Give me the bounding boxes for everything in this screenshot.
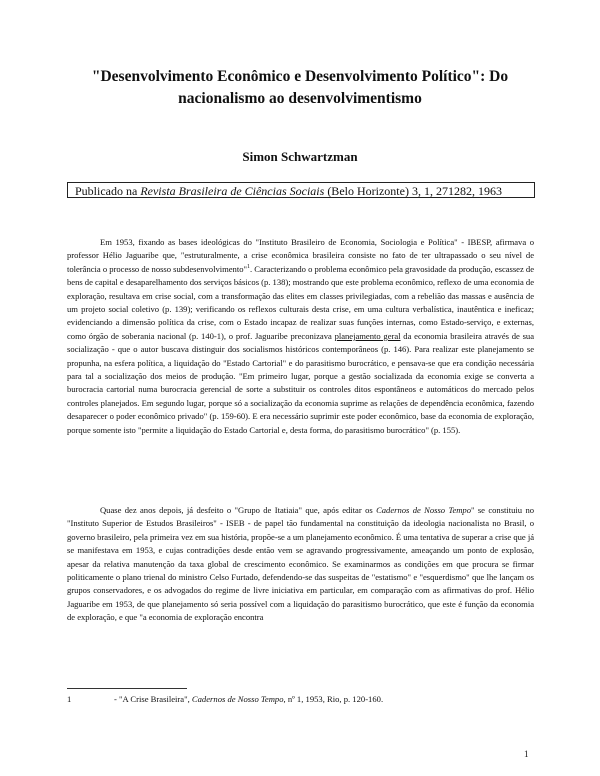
paragraph-1-text-a: Em 1953, fixando as bases ideológicas do "Instituto Brasileiro de Economia, Sociologia e Política" - IBESP, afirmava o professor Hélio Jaguaribe que, "estruturalmente, a crise econômica brasileira consiste no fato de ter ultrapassado o seu nível de tolerância o processo de nosso subdesenvolvimento" [67, 237, 534, 274]
footnote-text-b: , nº 1, 1953, Rio, p. 120-160. [283, 694, 384, 704]
body-paragraph-2 [67, 504, 534, 625]
page-number: 1 [524, 749, 529, 759]
footnote-divider [67, 688, 187, 689]
footnote-number: 1 [67, 694, 72, 704]
footnote-text-a: - "A Crise Brasileira", [114, 694, 192, 704]
paper-title: "Desenvolvimento Econômico e Desenvolvimento Político": Do nacionalismo ao desenvolvimentismo [91, 68, 509, 107]
publication-prefix: Publicado na [75, 184, 141, 198]
paragraph-1-text-c: da economia brasileira através de sua socialização - que o autor buscava distinguir dos socialismos históricos contemporâneos (p. 146). Para realizar este planejamento se propunha, na esfera política, a liquidação do "Estado Cartorial" e do parasitismo burocrático, e pensava-se que era condição necessária para tal a socialização dos meios de produção. "Em primeiro lugar, porque a gestão socializada da economia exige se converta a burocracia cartorial numa burocracia gerencial de sorte a substituir os controles ditos espontâneos e automáticos do mercado pelos controles planejados. Em segundo lugar, porque só a socialização da economia suprime as relações de dependência econômica, fazendo desaparecer o poder econômico privado" (p. 159-60). E era necessário suprimir este poder econômico, base da economia de exploração, porque somente isto "permite a liquidação do Estado Cartorial e, desta forma, do parasitismo burocrático" (p. 155). [67, 330, 534, 435]
italic-journal-title: Cadernos de Nosso Tempo [376, 505, 471, 515]
footnote-reference[interactable]: 1 [246, 263, 250, 270]
underlined-term: planejamento geral [334, 330, 401, 341]
footnote-italic-title: Cadernos de Nosso Tempo [191, 694, 284, 704]
body-paragraph-1 [67, 236, 534, 437]
publication-details: (Belo Horizonte) 3, 1, 271282, 1963 [324, 184, 502, 198]
author-name: Simon Schwartzman [242, 149, 358, 164]
footnote [67, 693, 534, 705]
paragraph-2-text-a: Quase dez anos depois, já desfeito o "Grupo de Itatiaia" que, após editar os [100, 505, 377, 515]
paragraph-2-text-b: " se constituiu no "Instituto Superior de Estudos Brasileiros" - ISEB - de papel tão fundamental na constituição da ideologia nacionalista no Brasil, o governo brasileiro, pela primeira vez em sua história, propõe-se a um planejamento econômico. É uma tentativa de superar a crise que já se manifestava em 1953, e cujas contradições desde então vem se agravando progressivamente, ameaçando um ponto de explosão, apesar da relativa manutenção da taxa global de crescimento econômico. Se examinarmos as condições em que procura se firmar politicamente o plano trienal do ministro Celso Furtado, defendendo-se das suspeitas de "estatismo" e "esquerdismo" que lhe lançam os grupos conservadores, e os advogados do regime de livre iniciativa em particular, em comparação com as afirmativas do prof. Hélio Jaguaribe em 1953, de que planejamento só seria possível com a liquidação do parasitismo burocrático, que este é função da economia de exploração, e que "a economia de exploração encontra [67, 505, 535, 623]
journal-name: Revista Brasileira de Ciências Sociais [140, 184, 325, 198]
publication-box [67, 182, 535, 198]
paragraph-1-text-b: . Caracterizando o problema econômico pela gravosidade da produção, escassez de bens de capital e desaparelhamento dos serviços básicos (p. 138); mostrando que este problema econômico, reflexo de uma economia de exploração, resultava em crise social, com a transformação das elites em classes privilegiadas, com a rebelião das massas e ausência de um projeto social coletivo (p. 139); verificando os reflexos culturais desta crise, em uma cultura verbalística, inautêntica e ineficaz; evidenciando a dimensão política da crise, com o Estado incapaz de realizar suas funções internas, como Estado-serviço, e externas, como órgão de soberania nacional (p. 140-1), o prof. Jaguaribe preconizava [67, 263, 534, 341]
